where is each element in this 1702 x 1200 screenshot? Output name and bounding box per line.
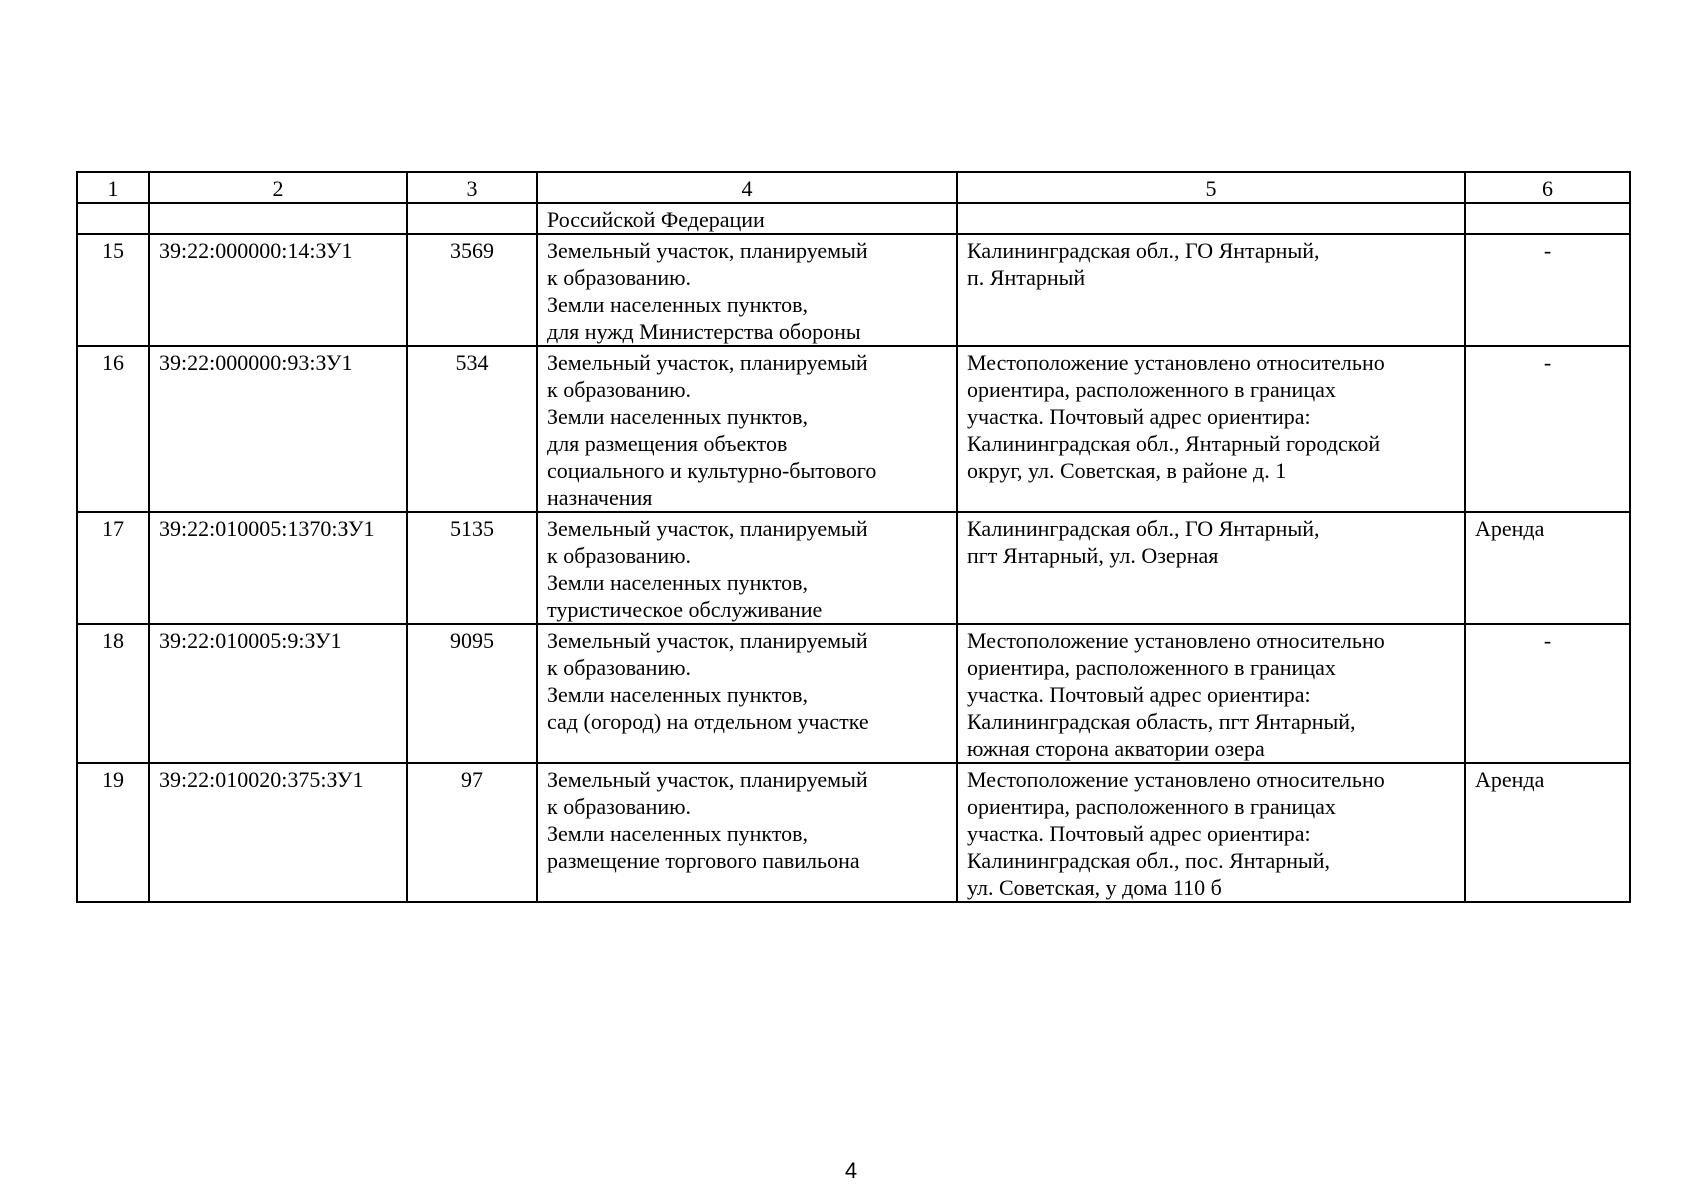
row-number: 17 <box>77 512 149 624</box>
table-cell <box>1465 203 1630 234</box>
area-value: 9095 <box>407 624 537 763</box>
column-number: 5 <box>957 172 1465 203</box>
plot-location: Калининградская обл., ГО Янтарный, п. Янтарный <box>957 234 1465 346</box>
table-cell: Российской Федерации <box>537 203 957 234</box>
plot-location: Местоположение установлено относительно ориентира, расположенного в границах участка. Почтовый адрес ориентира: Калининградская обл., Янтарный городской округ, ул. Советская, в районе д. 1 <box>957 346 1465 512</box>
right-type: - <box>1465 234 1630 346</box>
table-cell <box>77 203 149 234</box>
cadastral-number: 39:22:000000:14:ЗУ1 <box>149 234 407 346</box>
column-number: 3 <box>407 172 537 203</box>
table-row <box>77 763 1630 902</box>
table-cell <box>957 203 1465 234</box>
cadastral-number: 39:22:000000:93:ЗУ1 <box>149 346 407 512</box>
cadastral-number: 39:22:010020:375:ЗУ1 <box>149 763 407 902</box>
right-type: - <box>1465 346 1630 512</box>
right-type: Аренда <box>1465 763 1630 902</box>
plot-location: Местоположение установлено относительно ориентира, расположенного в границах участка. Почтовый адрес ориентира: Калининградская обл., пос. Янтарный, ул. Советская, у дома 110 б <box>957 763 1465 902</box>
plot-description: Земельный участок, планируемый к образованию. Земли населенных пунктов, сад (огород) на отдельном участке <box>537 624 957 763</box>
area-value: 3569 <box>407 234 537 346</box>
column-number-row <box>77 172 1630 203</box>
column-number: 6 <box>1465 172 1630 203</box>
table-row <box>77 234 1630 346</box>
row-number: 19 <box>77 763 149 902</box>
area-value: 97 <box>407 763 537 902</box>
column-number: 4 <box>537 172 957 203</box>
column-number: 1 <box>77 172 149 203</box>
table-cell <box>149 203 407 234</box>
table-row <box>77 346 1630 512</box>
table-row <box>77 512 1630 624</box>
column-number: 2 <box>149 172 407 203</box>
plot-description: Земельный участок, планируемый к образованию. Земли населенных пунктов, для нужд Министерства обороны <box>537 234 957 346</box>
cadastral-number: 39:22:010005:9:ЗУ1 <box>149 624 407 763</box>
plot-description: Земельный участок, планируемый к образованию. Земли населенных пунктов, размещение торгового павильона <box>537 763 957 902</box>
page-number: 4 <box>844 1158 858 1183</box>
cadastral-number: 39:22:010005:1370:ЗУ1 <box>149 512 407 624</box>
land-plots-table <box>76 171 1631 903</box>
right-type: - <box>1465 624 1630 763</box>
right-type: Аренда <box>1465 512 1630 624</box>
table-row <box>77 624 1630 763</box>
continuation-row <box>77 203 1630 234</box>
plot-description: Земельный участок, планируемый к образованию. Земли населенных пунктов, туристическое обслуживание <box>537 512 957 624</box>
plot-location: Местоположение установлено относительно ориентира, расположенного в границах участка. Почтовый адрес ориентира: Калининградская область, пгт Янтарный, южная сторона акватории озера <box>957 624 1465 763</box>
area-value: 534 <box>407 346 537 512</box>
table-cell <box>407 203 537 234</box>
row-number: 18 <box>77 624 149 763</box>
area-value: 5135 <box>407 512 537 624</box>
row-number: 15 <box>77 234 149 346</box>
plot-description: Земельный участок, планируемый к образованию. Земли населенных пунктов, для размещения объектов социального и культурно-бытового назначения <box>537 346 957 512</box>
plot-location: Калининградская обл., ГО Янтарный, пгт Янтарный, ул. Озерная <box>957 512 1465 624</box>
row-number: 16 <box>77 346 149 512</box>
